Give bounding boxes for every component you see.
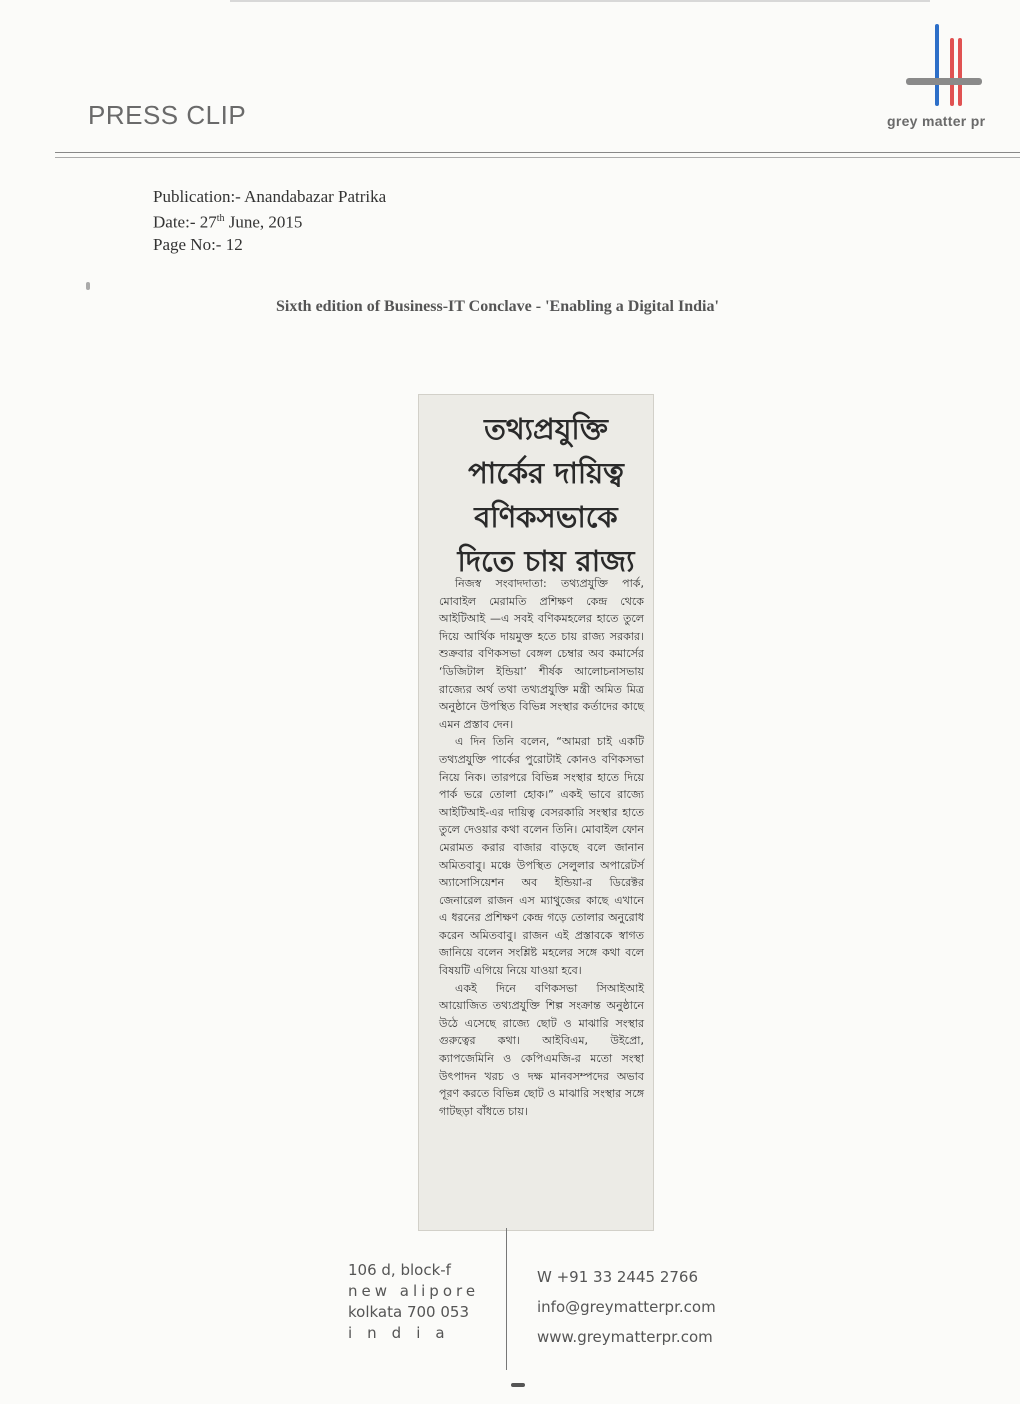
logo-blue-bar <box>935 24 939 106</box>
publication-date: Date:- 27th June, 2015 <box>153 212 303 232</box>
footer-contact <box>537 1262 716 1352</box>
clipping-paragraph: এ দিন তিনি বলেন, “আমরা চাই একটি তথ্যপ্রযুক্তি পার্কের পুরোটাই কোনও বণিকসভা নিয়ে নিক। তারপরে বিভিন্ন সংস্থার হাতে দিয়ে পার্ক ভরে তোলা হোক।” একই ভাবে রাজ্যে আইটিআই-এর দায়িত্ব বেসরকারি সংস্থার হাতে তুলে দেওয়ার কথা বলেন তিনি। মোবাইল ফোন মেরামত করার বাজার বাড়ছে বলে জানান অমিতবাবু। মঞ্চে উপস্থিত সেলুলার অপারেটর্স অ্যাসোসিয়েশন অব ইন্ডিয়া-র ডিরেক্টর জেনারেল রাজন এস ম্যাথুজের কাছে এখানে এ ধরনের প্রশিক্ষণ কেন্দ্র গড়ে তোলার অনুরোধ করেন অমিতবাবু। রাজন এই প্রস্তাবকে স্বাগত জানিয়ে বলেন সংশ্লিষ্ট মহলের সঙ্গে কথা বলে বিষয়টি এগিয়ে নিয়ে যাওয়া হবে। <box>439 735 644 978</box>
newspaper-clipping <box>418 394 654 1231</box>
clipping-headline: তথ্যপ্রযুক্তি পার্কের দায়িত্ব বণিকসভাকে দিতে চায় রাজ্য <box>457 412 635 578</box>
header-rule-secondary <box>55 157 1020 158</box>
press-clip-label: PRESS CLIP <box>88 100 247 130</box>
publication-name: Publication:- Anandabazar Patrika <box>153 187 387 206</box>
publication-meta <box>153 186 386 256</box>
article-title: Sixth edition of Business-IT Conclave - 'Enabling a Digital India' <box>276 298 719 315</box>
brand-name: grey matter pr <box>887 113 986 129</box>
footer-website[interactable]: www.greymatterpr.com <box>537 1328 713 1346</box>
clipping-paragraph: একই দিনে বণিকসভা সিআইআই আয়োজিত তথ্যপ্রযুক্তি শিল্প সংক্রান্ত অনুষ্ঠানে উঠে এসেছে রাজ্যে ছোট ও মাঝারি সংস্থার গুরুত্বের কথা। আইবিএম, উইপ্রো, ক্যাপজেমিনি ও কেপিএমজি-র মতো সংস্থা উৎপাদন খরচ ও দক্ষ মানবসম্পদের অভাব পূরণ করতে বিভিন্ন ছোট ও মাঝারি সংস্থার সঙ্গে গাটছড়া বাঁধতে চায়। <box>439 981 644 1118</box>
logo-red-bar-left <box>950 38 954 106</box>
logo-red-bar-right <box>958 38 962 106</box>
grey-matter-logo <box>900 18 990 113</box>
footer-email[interactable]: info@greymatterpr.com <box>537 1298 716 1316</box>
footer-phone: W +91 33 2445 2766 <box>537 1268 698 1286</box>
publication-page: Page No:- 12 <box>153 234 243 254</box>
scan-speck <box>86 282 90 290</box>
footer-divider <box>506 1228 507 1370</box>
logo-crossbar <box>906 78 982 85</box>
clipping-paragraph: নিজস্ব সংবাদদাতা: তথ্যপ্রযুক্তি পার্ক, মোবাইল মেরামতি প্রশিক্ষণ কেন্দ্র থেকে আইটিআই —এ সবই বণিকমহলের হাতে তুলে দিয়ে আর্থিক দায়মুক্ত হতে চায় রাজ্য সরকার। শুক্রবার বণিকসভা বেঙ্গল চেম্বার অব কমার্সের ‘ডিজিটাল ইন্ডিয়া’ শীর্ষক আলোচনাসভায় রাজ্যের অর্থ তথা তথ্যপ্রযুক্তি মন্ত্রী অমিত মিত্র অনুষ্ঠানে উপস্থিত বিভিন্ন সংস্থার কর্তাদের কাছে এমন প্রস্তাব দেন। <box>439 577 644 731</box>
scan-edge <box>230 0 930 2</box>
header-rule <box>55 152 1020 153</box>
footer-address: 106 d, block-f new alipore kolkata 700 053 india <box>348 1261 480 1342</box>
clipping-body <box>439 575 644 1120</box>
scan-mark <box>511 1383 525 1387</box>
